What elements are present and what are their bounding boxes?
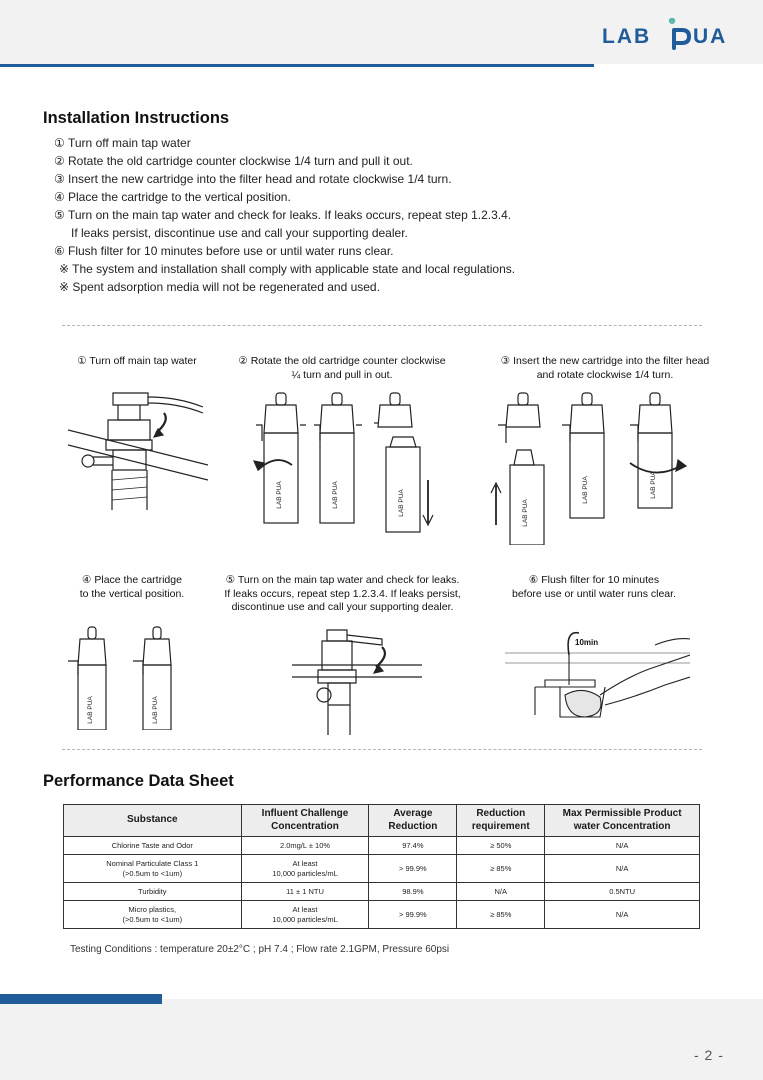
- section-divider: [62, 749, 702, 750]
- cartridge-brand-label: LAB PUA: [522, 499, 529, 527]
- performance-table: [63, 804, 700, 929]
- installation-title: Installation Instructions: [43, 109, 230, 127]
- logo-text-right: UA: [693, 25, 728, 48]
- logo-drop-icon: [669, 18, 675, 24]
- cartridge-brand-label: LAB PUA: [650, 471, 657, 499]
- figure-caption-4: ④ Place the cartridge to the vertical position.: [79, 574, 185, 600]
- table-row: Turbidity 11 ± 1 NTU 98.9% N/A 0.5NTU: [64, 883, 700, 901]
- illustration-remove-cartridge: [250, 385, 450, 535]
- step-continuation: If leaks persist, discontinue use and call your supporting dealer.: [71, 226, 408, 240]
- table-row: Nominal Particulate Class 1 (>0.5um to <1um) At least 10,000 particles/mL > 99.9% ≥ 85% N/A: [64, 855, 700, 883]
- illustration-vertical-position: [60, 625, 190, 730]
- section-divider: [62, 325, 702, 326]
- step-item: ② Rotate the old cartridge counter clockwise 1/4 turn and pull it out.: [54, 154, 413, 168]
- step-item: ③ Insert the new cartridge into the filter head and rotate clockwise 1/4 turn.: [54, 172, 452, 186]
- step-item: ⑤ Turn on the main tap water and check for leaks. If leaks occurs, repeat step 1.2.3.4.: [54, 208, 512, 222]
- figure-caption-5: ⑤ Turn on the main tap water and check for leaks. If leaks occurs, repeat step 1.2.3.4. If leaks persist, discontinue use and call your supporting dealer.: [224, 574, 461, 613]
- illustration-tap-on: [292, 625, 422, 735]
- table-row: Chlorine Taste and Odor 2.0mg/L ± 10% 97.4% ≥ 50% N/A: [64, 837, 700, 855]
- page-number: - 2 -: [694, 1047, 724, 1063]
- header-substance: Substance: [64, 805, 242, 837]
- brand-logo-graphic: [602, 18, 742, 52]
- header-rule: [0, 64, 594, 67]
- header-max: Max Permissible Product water Concentration: [545, 805, 700, 837]
- media-note: ※ Spent adsorption media will not be regenerated and used.: [59, 280, 380, 294]
- step-item: ⑥ Flush filter for 10 minutes before use or until water runs clear.: [54, 244, 394, 258]
- illustration-insert-cartridge: [490, 385, 710, 545]
- cartridge-brand-label: LAB PUA: [152, 696, 159, 724]
- figure-caption-3: ③ Insert the new cartridge into the filter head and rotate clockwise 1/4 turn.: [500, 355, 710, 381]
- installation-steps: [54, 134, 734, 296]
- cartridge-brand-label: LAB PUA: [398, 489, 405, 517]
- testing-conditions: Testing Conditions : temperature 20±2°C ; pH 7.4 ; Flow rate 2.1GPM, Pressure 60psi: [70, 944, 450, 955]
- figure-caption-6: ⑥ Flush filter for 10 minutes before use or until water runs clear.: [511, 574, 676, 600]
- header-influent: Influent Challenge Concentration: [241, 805, 369, 837]
- figure-caption-1: ① Turn off main tap water: [77, 355, 197, 367]
- table-header-row: [64, 805, 700, 837]
- performance-title: Performance Data Sheet: [43, 772, 234, 790]
- cartridge-brand-label: LAB PUA: [276, 481, 283, 509]
- logo-p-letter: [674, 30, 689, 48]
- illustration-tap-off: [68, 385, 208, 510]
- timer-label: 10min: [575, 638, 599, 647]
- footer-rule: [0, 994, 162, 1004]
- figure-caption-2: ② Rotate the old cartridge counter clockwise ¼ turn and pull in out.: [238, 355, 446, 381]
- step-item: ① Turn off main tap water: [54, 136, 191, 150]
- header-requirement: Reduction requirement: [457, 805, 545, 837]
- illustration-flush-filter: [505, 625, 690, 725]
- compliance-note: ※ The system and installation shall comply with applicable state and local regulations.: [59, 262, 516, 276]
- logo-text-left: LAB: [602, 25, 652, 48]
- cartridge-brand-label: LAB PUA: [582, 476, 589, 504]
- table-row: Micro plastics, (>0.5um to <1um) At least 10,000 particles/mL > 99.9% ≥ 85% N/A: [64, 901, 700, 929]
- step-item: ④ Place the cartridge to the vertical position.: [54, 190, 291, 204]
- brand-logo: [602, 18, 742, 52]
- footer-band: [0, 999, 763, 1080]
- cartridge-brand-label: LAB PUA: [87, 696, 94, 724]
- cartridge-brand-label: LAB PUA: [332, 481, 339, 509]
- header-average: Average Reduction: [369, 805, 457, 837]
